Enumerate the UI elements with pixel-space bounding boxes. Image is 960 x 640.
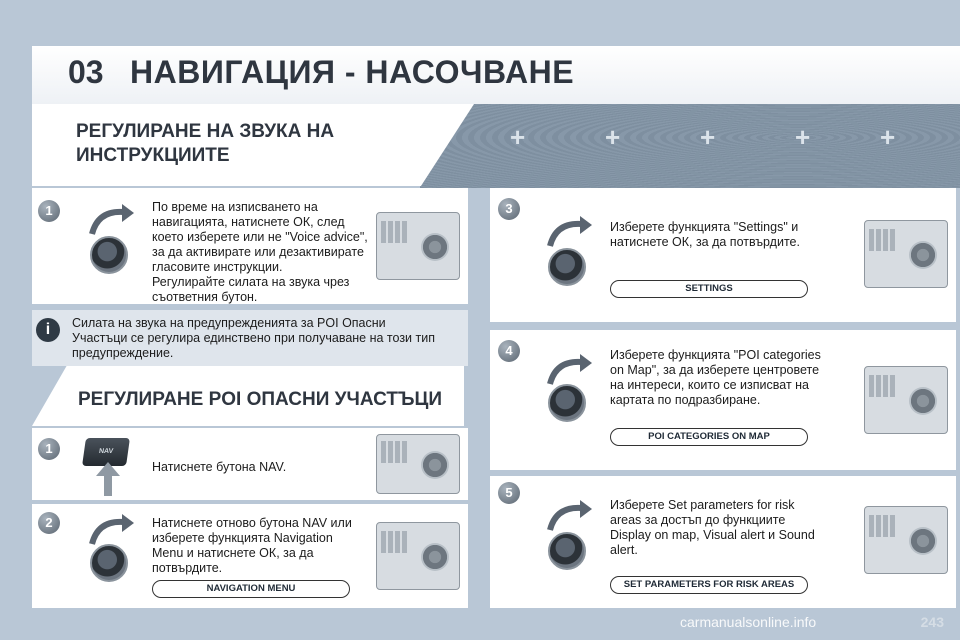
chapter-number: 03 — [68, 54, 104, 90]
topographic-map-banner — [420, 104, 960, 188]
menu-label: SETTINGS — [610, 280, 808, 298]
step-number: 4 — [498, 340, 520, 362]
section-title-line1: РЕГУЛИРАНЕ НА ЗВУКА НА — [76, 121, 335, 142]
radio-device-image — [376, 434, 460, 494]
step-description: Натиснете отново бутона NAV или изберете функцията Navigation Menu и натиснете ОК, за да потвърдите. — [152, 516, 352, 575]
radio-device-image — [864, 220, 948, 288]
menu-label: NAVIGATION MENU — [152, 580, 350, 598]
rotary-knob-icon — [548, 532, 586, 570]
step-description: Изберете функцията "POI categories on Map", за да изберете центровете на интереси, които се изписват на картата по подразбиране. — [610, 348, 821, 407]
rotary-knob-icon — [548, 248, 586, 286]
rotate-arrow-icon — [546, 354, 594, 388]
step-description: Изберете Set parameters for risk areas за достъп до функциите Display on map, Visual alert и Sound alert. — [610, 498, 815, 557]
info-icon: i — [36, 318, 60, 342]
plus-icon: + — [880, 122, 896, 152]
plus-icon: + — [510, 122, 526, 152]
rotate-arrow-icon — [546, 216, 594, 250]
step-number: 1 — [38, 438, 60, 460]
step-number: 2 — [38, 512, 60, 534]
radio-device-image — [376, 212, 460, 280]
watermark: carmanualsonline.info — [680, 614, 817, 630]
step-number: 5 — [498, 482, 520, 504]
plus-icon: + — [795, 122, 811, 152]
press-arrow-icon — [94, 462, 122, 496]
radio-device-image — [376, 522, 460, 590]
rotate-arrow-icon — [88, 514, 136, 548]
plus-icon: + — [605, 122, 621, 152]
radio-device-image — [864, 366, 948, 434]
rotate-arrow-icon — [88, 204, 136, 238]
menu-label: POI CATEGORIES ON MAP — [610, 428, 808, 446]
info-text: Силата на звука на предупрежденията за POI Опасни Участъци се регулира единствено при получаване на този тип предупреждение. — [72, 316, 435, 360]
page-number: 243 — [920, 614, 944, 630]
step-number: 1 — [38, 200, 60, 222]
step-description: Изберете функцията "Settings" и натиснете ОК, за да потвърдите. — [610, 220, 800, 249]
section-title: РЕГУЛИРАНЕ POI ОПАСНИ УЧАСТЪЦИ — [78, 389, 442, 410]
step-number: 3 — [498, 198, 520, 220]
page-title: НАВИГАЦИЯ - НАСОЧВАНЕ — [130, 54, 575, 90]
step-description: По време на изписването на навигацията, натиснете ОК, след което изберете или не "Voice advice", за да активирате или дезактивирате гласовите инструкции. Регулирайте силата на звука чрез съответния бутон. — [152, 200, 368, 304]
rotary-knob-icon — [90, 544, 128, 582]
nav-button-icon: NAV — [82, 438, 130, 466]
plus-icon: + — [700, 122, 716, 152]
menu-label: SET PARAMETERS FOR RISK AREAS — [610, 576, 808, 594]
step-description: Натиснете бутона NAV. — [152, 460, 287, 474]
rotary-knob-icon — [90, 236, 128, 274]
rotary-knob-icon — [548, 384, 586, 422]
section-title-line2: ИНСТРУКЦИИТЕ — [76, 145, 230, 166]
radio-device-image — [864, 506, 948, 574]
rotate-arrow-icon — [546, 500, 594, 534]
